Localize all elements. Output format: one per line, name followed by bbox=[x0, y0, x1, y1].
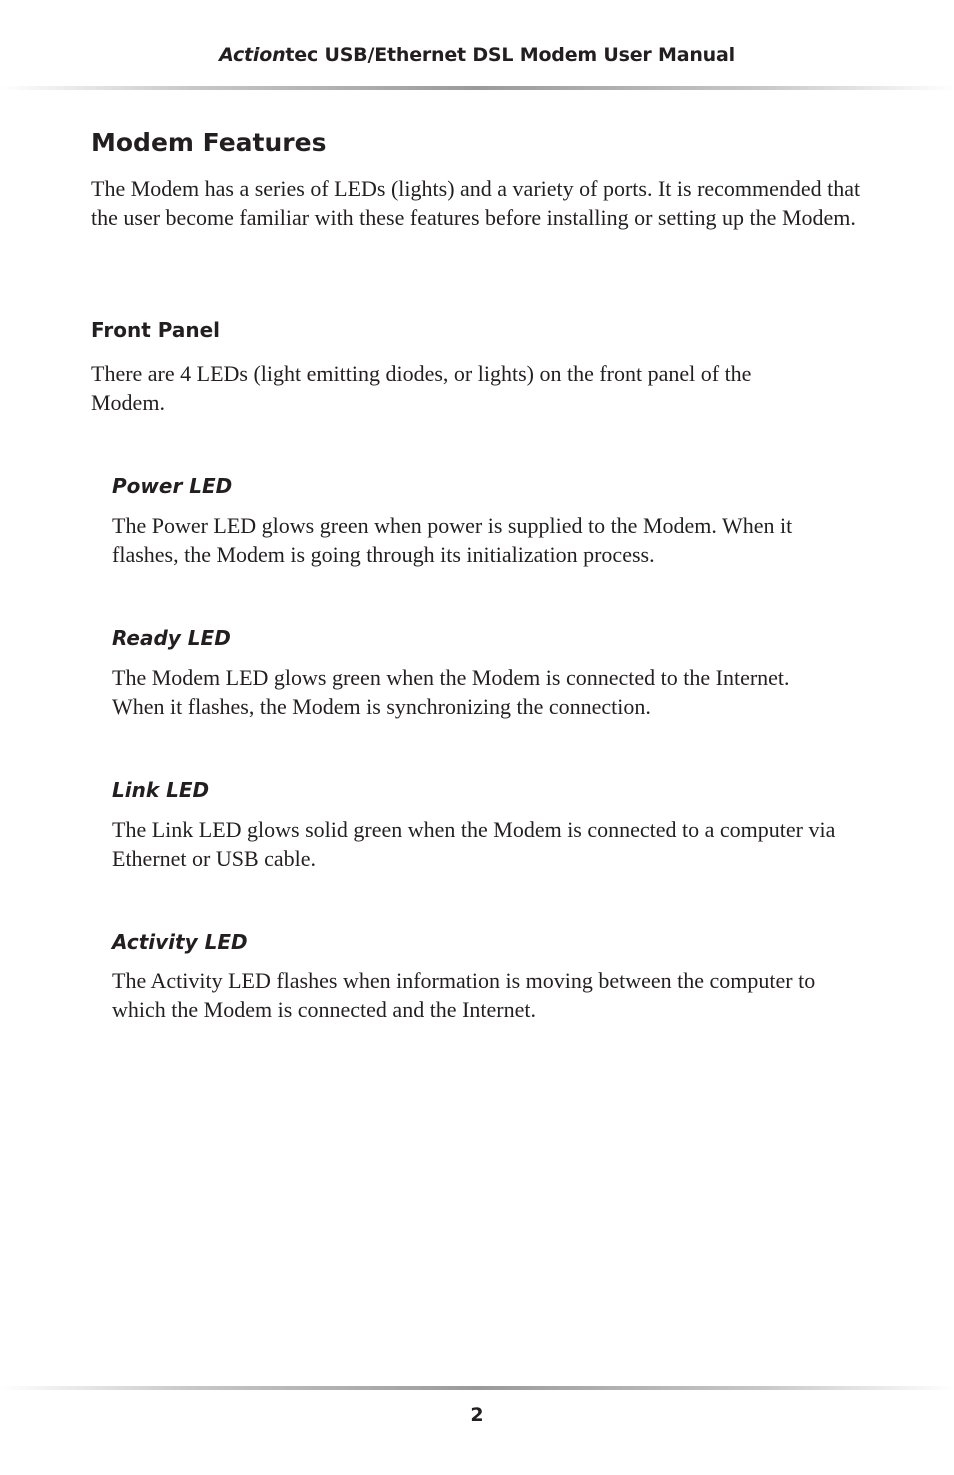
link-led-title: Link LED bbox=[112, 778, 210, 802]
section-title: Modem Features bbox=[91, 128, 327, 157]
front-panel-title: Front Panel bbox=[91, 318, 221, 342]
header-divider bbox=[0, 86, 954, 90]
running-header bbox=[0, 44, 954, 66]
activity-led-title: Activity LED bbox=[112, 930, 248, 954]
link-led-paragraph: The Link LED glows solid green when the Modem is connected to a computer via Ethernet or USB cable. bbox=[112, 817, 836, 871]
intro-paragraph: The Modem has a series of LEDs (lights) and a variety of ports. It is recommended that the user become familiar with these features before installing or setting up the Modem. bbox=[91, 176, 861, 230]
front-panel-paragraph: There are 4 LEDs (light emitting diodes, or lights) on the front panel of the Modem. bbox=[91, 361, 752, 415]
ready-led-title: Ready LED bbox=[112, 626, 231, 650]
footer-divider bbox=[0, 1386, 954, 1390]
header-title: tec USB/Ethernet DSL Modem User Manual bbox=[285, 44, 735, 66]
power-led-title: Power LED bbox=[112, 474, 233, 498]
power-led-paragraph: The Power LED glows green when power is supplied to the Modem. When it flashes, the Modem is going through its initialization process. bbox=[112, 513, 793, 567]
ready-led-paragraph: The Modem LED glows green when the Modem is connected to the Internet. When it flashes, the Modem is synchronizing the connection. bbox=[112, 665, 790, 719]
activity-led-paragraph: The Activity LED flashes when information is moving between the computer to which the Modem is connected and the Internet. bbox=[112, 968, 816, 1022]
page-number: 2 bbox=[470, 1404, 484, 1426]
header-brand-italic: Action bbox=[219, 44, 286, 66]
